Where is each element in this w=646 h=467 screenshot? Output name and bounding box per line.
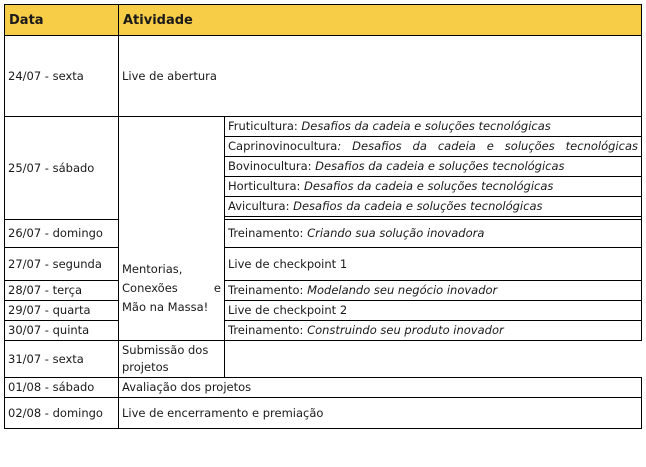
date-cell: 30/07 - quinta	[5, 321, 119, 341]
activity-prefix: Avicultura:	[228, 199, 294, 213]
activity-prefix: Horticultura:	[228, 179, 305, 193]
mentorias-line2	[122, 279, 221, 298]
mentorias-line2b: e	[213, 280, 221, 295]
activity-cell: Live de checkpoint 1	[225, 248, 642, 281]
activity-italic: Desafios da cadeia e soluções tecnológicas	[304, 179, 554, 193]
table-row	[5, 301, 642, 321]
date-cell: 31/07 - sexta	[5, 341, 119, 378]
activity-cell	[225, 220, 642, 248]
date-cell: 29/07 - quarta	[5, 301, 119, 321]
mentorias-line1: Mentorias,	[122, 261, 183, 276]
activity-italic: Construindo seu produto inovador	[307, 323, 504, 337]
date-cell: 24/07 - sexta	[5, 36, 119, 117]
mentorias-line3: Mão na Massa!	[122, 299, 209, 314]
date-cell: 25/07 - sábado	[5, 117, 119, 220]
activity-cell: Live de checkpoint 2	[225, 301, 642, 321]
table-row	[5, 378, 642, 398]
activity-italic: : Desafios da cadeia e soluções tecnológicas	[337, 139, 638, 153]
activity-cell	[225, 321, 642, 341]
table-row	[5, 220, 642, 248]
date-cell: 02/08 - domingo	[5, 398, 119, 429]
table-row	[5, 248, 642, 281]
activity-italic: Desafios da cadeia e soluções tecnológicas	[301, 119, 551, 133]
activity-cell	[225, 281, 642, 301]
activity-prefix: Treinamento:	[228, 323, 308, 337]
activity-cell	[225, 117, 642, 137]
activity-cell: Avaliação dos projetos	[119, 378, 642, 398]
activity-cell	[225, 177, 642, 197]
activity-italic: Desafios da cadeia e soluções tecnológicas	[315, 159, 565, 173]
activity-cell: Live de encerramento e premiação	[119, 398, 642, 429]
table-row	[5, 321, 642, 341]
activity-cell	[225, 137, 642, 157]
date-cell: 28/07 - terça	[5, 281, 119, 301]
header-row	[5, 5, 642, 36]
header-date: Data	[5, 5, 119, 36]
mentorias-line2a: Conexões	[122, 280, 178, 295]
date-cell: 26/07 - domingo	[5, 220, 119, 248]
activity-italic: Desafios da cadeia e soluções tecnológicas	[293, 199, 543, 213]
table-row	[5, 341, 642, 378]
activity-cell: Submissão dos projetos	[119, 341, 225, 378]
activity-cell	[225, 157, 642, 177]
activity-prefix: Fruticultura:	[228, 119, 302, 133]
date-cell: 27/07 - segunda	[5, 248, 119, 281]
activity-cell	[225, 197, 642, 217]
mentorias-cell	[119, 117, 225, 341]
table-row	[5, 117, 642, 137]
schedule-table	[4, 4, 642, 429]
activity-prefix: Treinamento:	[228, 283, 308, 297]
table-row	[5, 36, 642, 117]
activity-italic: Modelando seu negócio inovador	[307, 283, 498, 297]
table-row	[5, 281, 642, 301]
date-cell: 01/08 - sábado	[5, 378, 119, 398]
activity-prefix: Treinamento:	[228, 226, 308, 240]
activity-cell: Live de abertura	[119, 36, 642, 117]
table-row	[5, 398, 642, 429]
activity-italic: Criando sua solução inovadora	[307, 226, 485, 240]
activity-prefix: Caprinovinocultura	[228, 139, 338, 153]
activity-prefix: Bovinocultura:	[228, 159, 316, 173]
header-activity: Atividade	[119, 5, 642, 36]
